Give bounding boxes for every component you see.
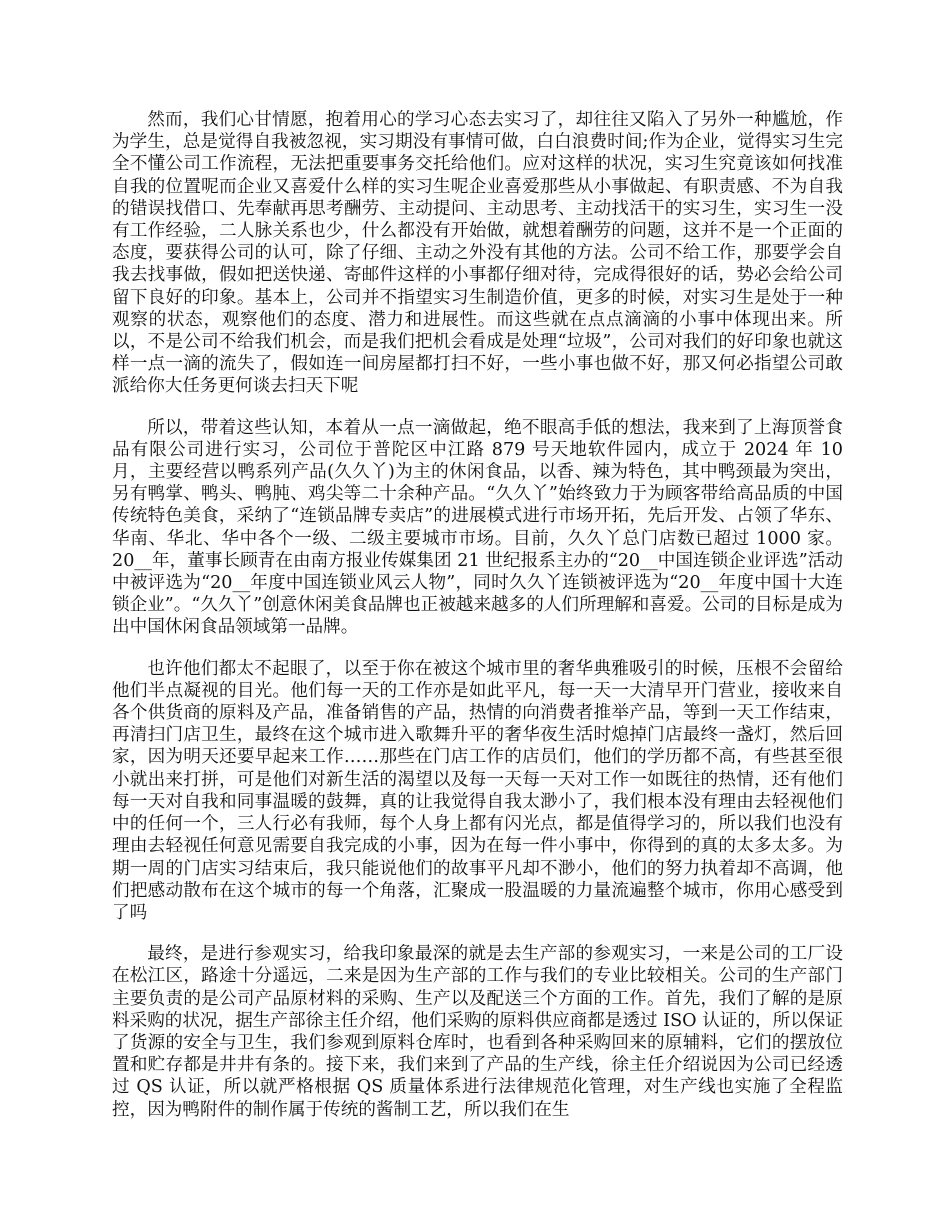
document-page [112,109,843,1140]
paragraph-internship-dilemma: 然而，我们心甘情愿，抱着用心的学习心态去实习了，却往往又陷入了另外一种尴尬，作为学生，总是觉得自我被忽视，实习期没有事情可做，白白浪费时间;作为企业，觉得实习生完全不懂公司工作流程，无法把重要事务交托给他们。应对这样的状况，实习生究竟该如何找准自我的位置呢而企业又喜爱什么样的实习生呢企业喜爱那些从小事做起、有职责感、不为自我的错误找借口、先奉献再思考酬劳、主动提问、主动思考、主动找活干的实习生，实习生一没有工作经验，二人脉关系也少，什么都没有开始做，就想着酬劳的问题，这并不是一个正面的态度，要获得公司的认可，除了仔细、主动之外没有其他的方法。公司不给工作，那要学会自我去找事做，假如把送快递、寄邮件这样的小事都仔细对待，完成得很好的话，势必会给公司留下良好的印象。基本上，公司并不指望实习生制造价值，更多的时候，对实习生是处于一种观察的状态，观察他们的态度、潜力和进展性。而这些就在点点滴滴的小事中体现出来。所以，不是公司不给我们机会，而是我们把机会看成是处理“垃圾”，公司对我们的好印象也就这样一点一滴的流失了，假如连一间房屋都打扫不好，一些小事也做不好，那又何必指望公司敢派给你大任务更何谈去扫天下呢 [112,110,843,397]
paragraph-company-intro: 所以，带着这些认知，本着从一点一滴做起，绝不眼高手低的想法，我来到了上海顶誉食品有限公司进行实习，公司位于普陀区中江路 879 号天地软件园内，成立于 2024 年 10 月，主要经营以鸭系列产品(久久丫)为主的休闲食品，以香、辣为特色，其中鸭颈最为突出，另有鸭掌、鸭头、鸭肫、鸡尖等二十余种产品。“久久丫”始终致力于为顾客带给高品质的中国传统特色美食，采纳了“连锁品牌专卖店”的进展模式进行市场开拓，先后开发、占领了华东、华南、华北、华中各个一级、二级主要城市市场。目前，久久丫总门店数已超过 1000 家。20__年，董事长顾青在由南方报业传媒集团 21 世纪报系主办的“20__中国连锁企业评选”活动中被评选为“20__年度中国连锁业风云人物”，同时久久丫连锁被评选为“20__年度中国十大连锁企业”。“久久丫”创意休闲美食品牌也正被越来越多的人们所理解和喜爱。公司的目标是成为出中国休闲食品领域第一品牌。 [112,417,843,638]
paragraph-production-visit: 最终，是进行参观实习，给我印象最深的就是去生产部的参观实习，一来是公司的工厂设在松江区，路途十分遥远，二来是因为生产部的工作与我们的专业比较相关。公司的生产部门主要负责的是公司产品原材料的采购、生产以及配送三个方面的工作。首先，我们了解的是原料采购的状况，据生产部徐主任介绍，他们采购的原料供应商都是透过 ISO 认证的，所以保证了货源的安全与卫生，我们参观到原料仓库时，也看到各种采购回来的原辅料，它们的摆放位置和贮存都是井井有条的。接下来，我们来到了产品的生产线，徐主任介绍说因为公司已经透过 QS 认证，所以就严格根据 QS 质量体系进行法律规范化管理，对生产线也实施了全程监控，因为鸭附件的制作属于传统的酱制工艺，所以我们在生 [112,944,843,1120]
paragraph-store-staff: 也许他们都太不起眼了，以至于你在被这个城市里的奢华典雅吸引的时候，压根不会留给他们半点凝视的目光。他们每一天的工作亦是如此平凡，每一天一大清早开门营业，接收来自各个供货商的原料及产品，准备销售的产品，热情的向消费者推举产品，等到一天工作结束，再清扫门店卫生，最终在这个城市进入歌舞升平的奢华夜生活时熄掉门店最终一盏灯，然后回家，因为明天还要早起来工作……那些在门店工作的店员们，他们的学历都不高，有些甚至很小就出来打拼，可是他们对新生活的渴望以及每一天每一天对工作一如既往的热情，还有他们每一天对自我和同事温暖的鼓舞，真的让我觉得自我太渺小了，我们根本没有理由去轻视他们中的任何一个，三人行必有我师，每个人身上都有闪光点，都是值得学习的，所以我们也没有理由去轻视任何意见需要自我完成的小事，因为在每一件小事中，你得到的真的太多太多。为期一周的门店实习结束后，我只能说他们的故事平凡却不渺小，他们的努力执着却不高调，他们把感动散布在这个城市的每一个角落，汇聚成一股温暖的力量流遍整个城市，你用心感受到了吗 [112,658,843,923]
